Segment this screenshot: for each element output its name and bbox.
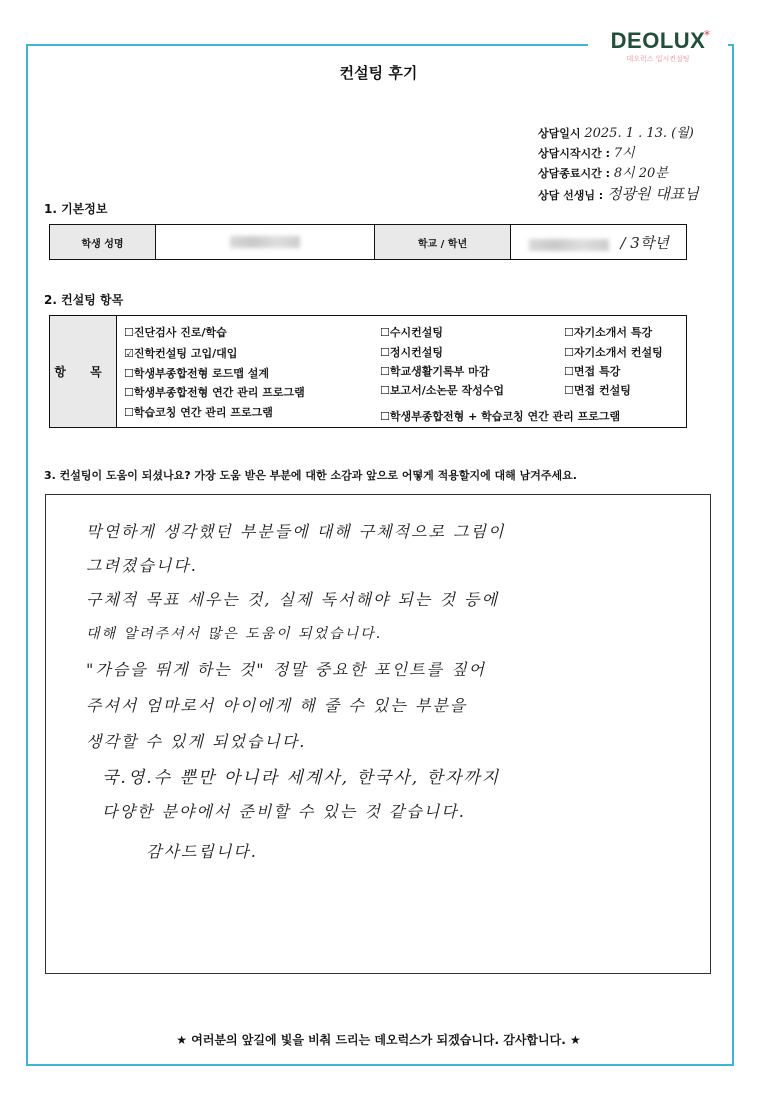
review-line: 다양한 분야에서 준비할 수 있는 것 같습니다. xyxy=(102,802,466,821)
redacted-school xyxy=(529,239,609,251)
items-head-label: 항 목 xyxy=(50,316,117,427)
item-record-closing[interactable]: ☐학교생활기록부 마감 xyxy=(380,365,490,378)
item-essay-consulting[interactable]: ☐자기소개서 컨설팅 xyxy=(564,346,663,359)
review-line: 생각할 수 있게 되었습니다. xyxy=(86,732,307,751)
item-essay-lecture[interactable]: ☐자기소개서 특강 xyxy=(564,326,653,339)
logo-star-icon: * xyxy=(704,28,710,42)
basic-info-table xyxy=(49,224,687,260)
name-label: 학생 성명 xyxy=(50,225,156,260)
item-annual-management[interactable]: ☐학생부종합전형 연간 관리 프로그램 xyxy=(124,386,305,399)
school-value xyxy=(511,225,687,260)
school-label: 학교 / 학년 xyxy=(375,225,511,260)
consulting-items-box xyxy=(49,315,687,428)
grade-value: / 3학년 xyxy=(620,233,669,252)
meta-start xyxy=(538,142,635,161)
meta-teacher xyxy=(538,183,699,204)
review-line: 대해 알려주셔서 많은 도움이 되었습니다. xyxy=(86,626,383,642)
review-line: 주셔서 엄마로서 아이에게 해 줄 수 있는 부분을 xyxy=(86,696,468,715)
footer-message: ★ 여러분의 앞길에 빛을 비춰 드리는 데오럭스가 되겠습니다. 감사합니다. ★ xyxy=(176,1033,581,1047)
end-label: 상담종료시간 : xyxy=(538,167,610,180)
item-report-writing[interactable]: ☐보고서/소논문 작성수업 xyxy=(380,384,504,397)
logo-wordmark: DEOLUX xyxy=(610,28,706,53)
review-line: 국.영.수 뿐만 아니라 세계사, 한국사, 한자까지 xyxy=(102,768,501,788)
review-line: "가슴을 뛰게 하는 것" 정말 중요한 포인트를 짚어 xyxy=(86,660,486,679)
review-line: 막연하게 생각했던 부분들에 대해 구체적으로 그림이 xyxy=(86,522,506,541)
item-jeongsi[interactable]: ☐정시컨설팅 xyxy=(380,346,443,359)
name-value xyxy=(156,225,375,260)
section-consulting: 2. 컨설팅 항목 xyxy=(44,293,124,307)
meta-date xyxy=(538,122,694,141)
section-basic-info: 1. 기본정보 xyxy=(44,202,108,216)
teacher-value: 정광원 대표님 xyxy=(607,185,699,203)
review-answer-box xyxy=(45,494,711,974)
date-label: 상담일시 xyxy=(538,127,581,140)
start-value: 7시 xyxy=(613,146,635,161)
item-interview-lecture[interactable]: ☐면접 특강 xyxy=(564,365,621,378)
item-interview-consulting[interactable]: ☐면접 컨설팅 xyxy=(564,384,631,397)
logo-subtitle: 데오럭스 입시컨설팅 xyxy=(626,55,690,63)
page-title: 컨설팅 후기 xyxy=(339,64,418,82)
redacted-name xyxy=(230,236,300,248)
item-roadmap[interactable]: ☐학생부종합전형 로드맵 설계 xyxy=(124,367,270,380)
item-diagnosis[interactable]: ☐진단검사 진로/학습 xyxy=(124,326,227,339)
end-value: 8시 20분 xyxy=(613,166,668,181)
date-value: 2025. 1 . 13. (월) xyxy=(584,126,694,141)
review-question: 3. 컨설팅이 도움이 되셨나요? 가장 도움 받은 부분에 대한 소감과 앞으로 어떻게 적용할지에 대해 남겨주세요. xyxy=(44,469,577,482)
item-learning-coaching[interactable]: ☐학습코칭 연간 관리 프로그램 xyxy=(124,406,273,419)
teacher-label: 상담 선생님 : xyxy=(538,189,604,202)
review-line: 그려졌습니다. xyxy=(86,556,198,575)
item-susi[interactable]: ☐수시컨설팅 xyxy=(380,326,443,339)
review-line: 감사드립니다. xyxy=(146,842,258,861)
item-admission-consulting[interactable]: ☑진학컨설팅 고입/대입 xyxy=(124,347,238,360)
item-combined-program[interactable]: ☐학생부종합전형 + 학습코칭 연간 관리 프로그램 xyxy=(380,410,621,423)
review-line: 구체적 목표 세우는 것, 실제 독서해야 되는 것 등에 xyxy=(86,590,499,609)
meta-end xyxy=(538,162,668,181)
start-label: 상담시작시간 : xyxy=(538,147,610,160)
